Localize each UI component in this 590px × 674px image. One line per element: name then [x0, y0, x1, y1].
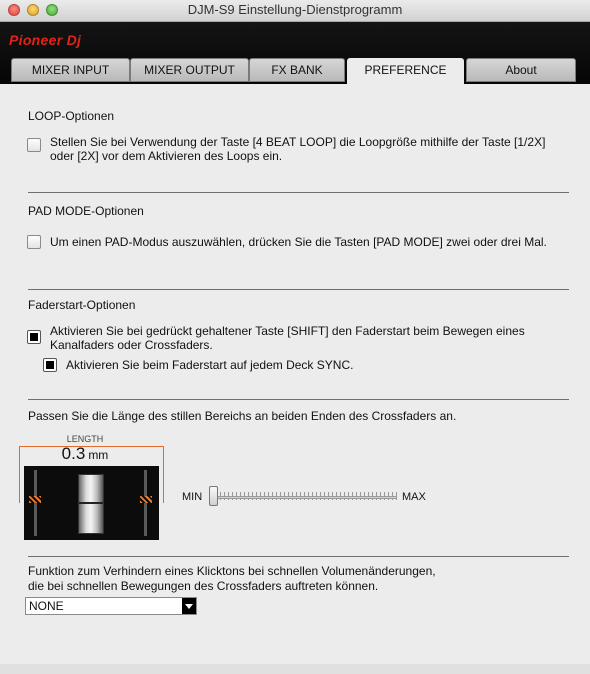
loop-option-label: Stellen Sie bei Verwendung der Taste [4 BEAT LOOP] die Loopgröße mithilfe der Taste [1/2X] oder [2X] vor dem Aktivieren des Loops ein.	[50, 135, 546, 163]
pad-mode-options-title: PAD MODE-Optionen	[28, 204, 144, 218]
section-divider	[28, 556, 569, 557]
window-titlebar	[0, 0, 590, 22]
section-divider	[28, 399, 569, 400]
tab-mixer-output[interactable]: MIXER OUTPUT	[130, 58, 249, 82]
pad-mode-checkbox[interactable]	[27, 235, 41, 249]
faderstart-option1-label: Aktivieren Sie bei gedrückt gehaltener Taste [SHIFT] den Faderstart beim Bewegen eines Kanalfaders oder Crossfaders.	[50, 324, 525, 352]
fader-slot-right	[144, 470, 147, 536]
dead-zone-left-marker	[29, 496, 41, 503]
window-title: DJM-S9 Einstellung-Dienstprogramm	[187, 2, 403, 17]
crossfader-illustration	[24, 466, 159, 540]
click-prevention-selected-value: NONE	[29, 599, 64, 613]
length-slider-track[interactable]	[212, 496, 397, 499]
pad-mode-option-label: Um einen PAD-Modus auszuwählen, drücken Sie die Tasten [PAD MODE] zwei oder drei Mal.	[50, 235, 547, 249]
crossfader-description: Passen Sie die Länge des stillen Bereichs an beiden Enden des Crossfaders an.	[28, 409, 457, 423]
dead-zone-right-marker	[140, 496, 152, 503]
faderstart-sync-checkbox[interactable]	[43, 358, 57, 372]
length-slider-thumb[interactable]	[209, 486, 218, 506]
pioneer-dj-logo: Pioneer Dj	[9, 32, 82, 48]
loop-options-title: LOOP-Optionen	[28, 109, 115, 123]
length-label: LENGTH	[66, 434, 104, 444]
tab-about[interactable]: About	[466, 58, 576, 82]
length-unit: mm	[88, 448, 109, 462]
tab-mixer-input[interactable]: MIXER INPUT	[11, 58, 130, 82]
tab-preference[interactable]: PREFERENCE	[347, 58, 464, 84]
slider-max-label: MAX	[402, 491, 426, 503]
fader-slot-left	[34, 470, 37, 536]
crossfader-knob	[78, 474, 104, 534]
tab-fx-bank[interactable]: FX BANK	[249, 58, 345, 82]
window-bottom-strip	[0, 664, 590, 674]
click-prevention-desc-line2: die bei schnellen Bewegungen des Crossfaders auftreten können.	[28, 579, 379, 593]
loop-size-checkbox[interactable]	[27, 138, 41, 152]
length-readout	[19, 444, 151, 464]
section-divider	[28, 289, 569, 290]
tab-bar	[11, 58, 576, 82]
faderstart-shift-checkbox[interactable]	[27, 330, 41, 344]
app-header	[0, 22, 590, 84]
faderstart-options-title: Faderstart-Optionen	[28, 298, 136, 312]
faderstart-option2-label: Aktivieren Sie beim Faderstart auf jedem Deck SYNC.	[66, 358, 354, 372]
slider-min-label: MIN	[182, 491, 203, 503]
chevron-down-icon[interactable]	[182, 598, 196, 614]
click-prevention-select[interactable]	[25, 597, 197, 615]
length-value: 0.3	[61, 444, 86, 463]
section-divider	[28, 192, 569, 193]
click-prevention-desc-line1: Funktion zum Verhindern eines Klicktons bei schnellen Volumenänderungen,	[28, 564, 436, 578]
